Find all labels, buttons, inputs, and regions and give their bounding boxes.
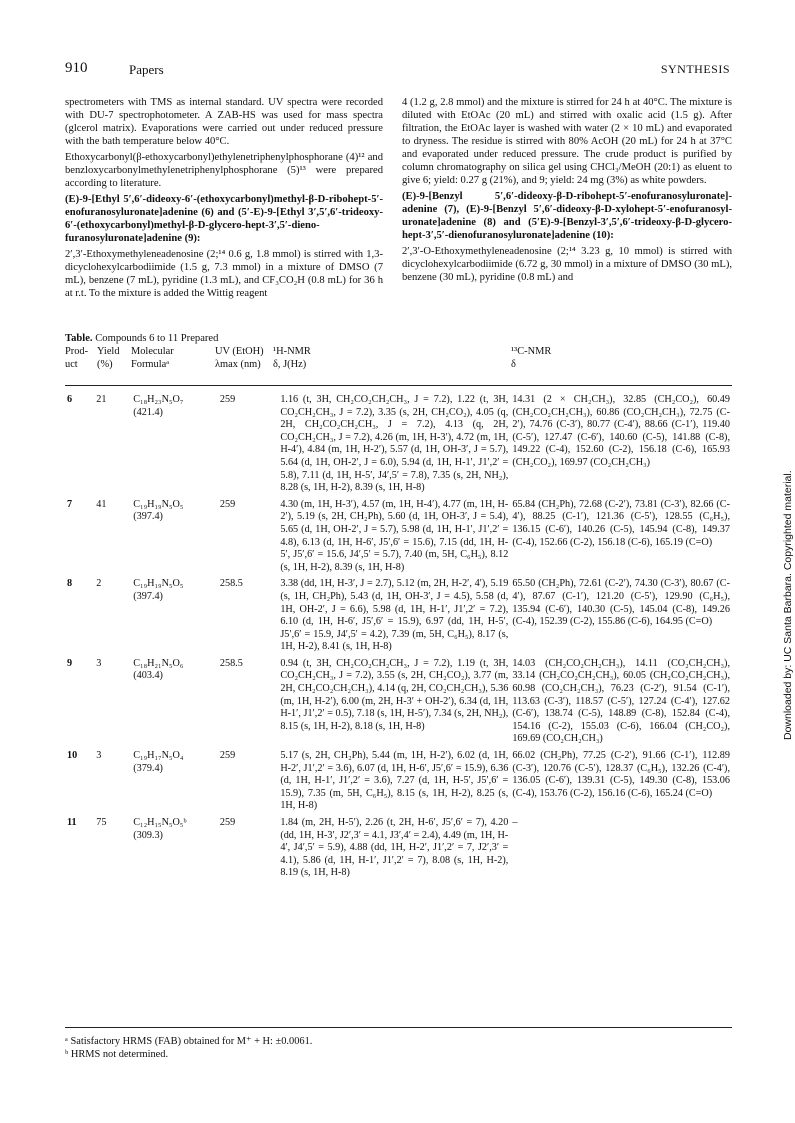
- cell-cnmr: 66.02 (CH₂Ph), 77.25 (C-2′), 91.66 (C-1′), 112.89 (C-3′), 120.76 (C-5′), 128.37 (C₆H₅), 132.26 (C-4′), 136.05 (C-6′), 139.31 (C-5), 149.30 (C-8), 153.06 (C-4), 153.76 (C-2), 156.16 (C-6), 165.24 (C=O): [512, 750, 730, 799]
- col-header-yield: Yield (%): [97, 346, 120, 370]
- cell-hnmr: 4.30 (m, 1H, H-3′), 4.57 (m, 1H, H-4′), 4.77 (m, 1H, H-2′), 5.19 (s, 2H, CH₂Ph), 5.60 (d, 1H, OH-3′, J = 5.4), 5.65 (d, 1H, OH-2′, J = 5.7), 5.98 (d, 1H, H-1′, J1′,2′ = 4.8), 6.13 (d, 1H, H-6′, J5′,6′ = 15.6), 7.15 (dd, 1H, H-5′, J5′,6′ = 15.6, J4′,5′ = 5.7), 7.40 (m, 5H, C₆H₅), 8.12 (s, 1H, H-2), 8.39 (s, 1H, H-8): [280, 498, 509, 573]
- table-caption-label: Table.: [65, 333, 93, 344]
- journal-name: SYNTHESIS: [660, 62, 730, 76]
- cell-cnmr: 14.03 (CH₂CO₂CH₂CH₃), 14.11 (CO₂CH₂CH₃), 33.14 (CH₂CO₂CH₂CH₃), 60.05 (CH₂CO₂CH₂CH₃), 60.98 (CO₂CH₂CH₃), 76.23 (C-2′), 91.54 (C-1′), 113.63 (C-3′), 118.57 (C-5′), 127.24 (C-4′), 127.62 (C-6′), 138.74 (C-5), 148.89 (C-8), 152.84 (C-4), 154.16 (C-2), 155.03 (C-6), 166.04 (CH₂CO₂), 169.69 (CO₂CH₂CH₃): [512, 657, 730, 745]
- page-header: [65, 62, 730, 82]
- cell-yield: 3: [96, 657, 102, 669]
- col-header-uv: UV (EtOH) λmax (nm): [215, 346, 264, 370]
- cell-formula: C₁₂H₁₅N₅O₅ᵇ (309.3): [133, 817, 187, 841]
- cell-product: 10: [67, 750, 78, 762]
- cell-cnmr: –: [512, 817, 518, 828]
- paragraph: spectrometers with TMS as internal standard. UV spectra were recorded with DU-7 spectrophotometer. A ZAB-HS was used for mass spectra (glcerol matrix). Evaporations were carried out under reduced pressure with the bath temperature below 40°C.: [65, 97, 383, 147]
- table-bottom-rule: [65, 1027, 732, 1028]
- table-row: [65, 390, 732, 495]
- cell-formula: C₁₈H₂₃N₅O₇ (421.4): [133, 394, 184, 418]
- compounds-table: [65, 390, 732, 880]
- cell-yield: 3: [96, 750, 102, 762]
- table-caption-text: Compounds 6 to 11 Prepared: [95, 333, 219, 344]
- cell-uv: 259: [219, 498, 236, 510]
- cell-yield: 75: [96, 817, 107, 828]
- cell-cnmr: 14.31 (2 × CH₂CH₃), 32.85 (CH₂CO₂), 60.49 (CH₂CO₂CH₂CH₃), 60.86 (CO₂CH₂CH₃), 72.75 (C-2′), 74.76 (C-3′), 80.77 (C-4′), 88.66 (C-1′), 119.40 (C-5′), 127.47 (C-6′), 140.60 (C-5), 141.88 (C-8), 149.22 (C-4), 152.60 (C-2), 156.18 (C-6), 165.93 (CH₂CO₂), 169.97 (CO₂CH₂CH₃): [512, 394, 730, 468]
- cell-cnmr: 65.50 (CH₂Ph), 72.61 (C-2′), 74.30 (C-3′), 80.67 (C-4′), 87.67 (C-1′), 121.20 (C-5′), 129.90 (C₆H₅), 135.94 (C-6′), 140.30 (C-5), 145.04 (C-8), 149.26 (C-4), 152.39 (C-2), 155.86 (C-6), 164.95 (C=O): [512, 578, 730, 628]
- paragraph: Ethoxycarbonyl(β-ethoxycarbonyl)ethylenetriphenylphosphorane (4)¹² and benzloxycarbonylmethylenetriphenylphosphorane (5)¹³ were prepared according to literature.: [65, 152, 383, 189]
- table-row: [65, 813, 732, 880]
- paragraph: 2′,3′-Ethoxymethyleneadenosine (2;¹⁴ 0.6 g, 1.8 mmol) is stirred with 1,3-dicyclohexylcarbodiimide (1.5 g, 7.3 mmol) in a mixture of DMSO (7 mL), benzene (7 mL), pyridine (1.3 mL), and CF₃CO₂H (0.8 mL) for 36 h at r.t. To the mixture is added the Wittig reagent: [65, 249, 383, 299]
- cell-hnmr: 1.84 (m, 2H, H-5′), 2.26 (t, 2H, H-6′, J5′,6′ = 7), 4.20 (dd, 1H, H-3′, J2′,3′ = 4.1, J3′,4′ = 2.4), 4.49 (m, 1H, H-4′, J4′,5′ = 5.9), 4.88 (dd, 1H, H-2′, J1′,2′ = 7, J2′,3′ = 4.1), 5.86 (d, 1H, H-1′, J1′,2′ = 7), 8.08 (s, 1H, H-2), 8.19 (s, 1H, H-8): [280, 817, 509, 879]
- cell-yield: 2: [96, 578, 102, 590]
- left-column: [65, 96, 383, 303]
- footnote-b: ᵇ HRMS not determined.: [65, 1049, 169, 1060]
- col-header-product: Prod- uct: [65, 346, 89, 370]
- footnote-a: ᵃ Satisfactory HRMS (FAB) obtained for M⁺ + H: ±0.0061.: [65, 1036, 313, 1047]
- cell-product: 11: [67, 817, 77, 828]
- cell-yield: 21: [96, 394, 107, 405]
- table-top-rule: [65, 385, 732, 386]
- col-header-hnmr: ¹H-NMR δ, J(Hz): [273, 346, 311, 370]
- cell-uv: 259: [219, 817, 236, 828]
- table-row: [65, 654, 732, 746]
- table-row: [65, 574, 732, 654]
- cell-product: 9: [67, 657, 73, 669]
- cell-product: 6: [67, 394, 73, 405]
- cell-uv: 258.5: [219, 578, 243, 590]
- footnotes: [65, 1035, 312, 1061]
- cell-uv: 258.5: [219, 657, 243, 669]
- table-row: [65, 495, 732, 575]
- cell-uv: 259: [219, 750, 236, 762]
- page-number: 910: [65, 60, 88, 76]
- col-header-formula: Molecular Formulaᵃ: [131, 346, 174, 370]
- compound-heading: (E)-9-[Ethyl 5′,6′-dideoxy-6′-(ethoxycarbonyl)methyl-β-D-ribohept-5′-enofuranosyluronate]adenine (6) and (5′-E)-9-[Ethyl 3′,5′,6′-trideoxy-6′-(ethoxycarbonyl)methyl-β-D-glycero-hept-3′,5′-dieno-furanosyluronate]adenine (9):: [65, 194, 383, 244]
- cell-formula: C₁₉H₁₉N₅O₅ (397.4): [133, 578, 184, 602]
- table-row: [65, 746, 732, 813]
- cell-cnmr: 65.84 (CH₂Ph), 72.68 (C-2′), 73.81 (C-3′), 82.66 (C-4′), 88.25 (C-1′), 121.36 (C-5′), 128.55 (C₆H₅), 136.15 (C-6′), 140.26 (C-5), 145.94 (C-8), 149.37 (C-4), 152.66 (C-2), 156.18 (C-6), 165.19 (C=O): [512, 498, 730, 548]
- cell-hnmr: 0.94 (t, 3H, CH₂CO₂CH₂CH₃, J = 7.2), 1.19 (t, 3H, CO₂CH₂CH₃, J = 7.2), 3.55 (s, 2H, CH₂CO₂), 3.77 (m, 2H, CH₂CO₂CH₂CH₃), 4.14 (q, 2H, CO₂CH₂CH₃), 5.36 (m, 1H, H-2′), 6.00 (m, 2H, H-3′ + OH-2′), 6.34 (d, 1H, H-1′, J1′,2′ = 0.5), 7.18 (s, 1H, H-5′), 7.34 (s, 2H, NH₂), 8.15 (s, 1H, H-2), 8.18 (s, 1H, H-8): [280, 657, 509, 732]
- col-header-cnmr: ¹³C-NMR δ: [511, 346, 552, 370]
- table-caption: [65, 333, 218, 344]
- cell-hnmr: 5.17 (s, 2H, CH₂Ph), 5.44 (m, 1H, H-2′), 6.02 (d, 1H, H-2′, J1′,2′ = 3.6), 6.07 (d, 1H, H-6′, J5′,6′ = 15.9), 6.36 (d, 1H, H-1′, J1′,2′ = 3.6), 7.27 (d, 1H, H-5′, J5′,6′ = 15.9), 7.35 (m, 5H, C₆H₅), 8.15 (s, 1H, H-2), 8.25 (s, 1H, H-8): [280, 750, 509, 812]
- cell-yield: 41: [96, 498, 107, 510]
- right-column: [402, 96, 732, 287]
- section-label: Papers: [129, 62, 164, 77]
- paragraph: 2′,3′-O-Ethoxymethyleneadenosine (2;¹⁴ 3.23 g, 10 mmol) is stirred with dicyclohexylcarbodiimide (6.72 g, 30 mmol) in a mixture of DMSO (30 mL), benzene (30 mL), pyridine (0.8 mL) and: [402, 246, 732, 283]
- cell-hnmr: 3.38 (dd, 1H, H-3′, J = 2.7), 5.12 (m, 2H, H-2′, 4′), 5.19 (s, 1H, CH₂Ph), 5.43 (d, 1H, OH-3′, J = 4.5), 5.58 (d, 1H, OH-2′, J = 6.6), 5.98 (d, 1H, H-1′, J1′,2′ = 7.2), 6.10 (d, 1H, H-6′, J5′,6′ = 15.9), 6.97 (dd, 1H, H-5′, J5′,6′ = 15.9, J4′,5′ = 4.2), 7.39 (m, 5H, C₆H₅), 8.17 (s, 1H, H-2), 8.41 (s, 1H, H-8): [280, 578, 509, 653]
- cell-product: 8: [67, 578, 73, 590]
- cell-formula: C₁₉H₁₇N₅O₄ (379.4): [133, 750, 184, 774]
- download-notice-text: Downloaded by: UC Santa Barbara. Copyrighted material.: [782, 470, 794, 740]
- cell-formula: C₁₈H₂₁N₅O₆ (403.4): [133, 657, 184, 682]
- download-notice: [768, 340, 794, 740]
- paragraph: 4 (1.2 g, 2.8 mmol) and the mixture is stirred for 24 h at 40°C. The mixture is diluted with EtOAc (20 mL) and stirred with oxalic acid (1.5 g). After filtration, the EtOAc layer is washed with water (2 × 10 mL) and evaporated to dryness. The residue is stirred with 80% AcOH (20 mL) for 24 h at 37°C and evaporated under reduced pressure. The crude product is purified by column chromatography on silica gel using CHCl₃/MeOH (20:1) as eluent to give 6; yield: 0.27 g (21%), and 9; yield: 24 mg (3%) as white powders.: [402, 97, 732, 186]
- cell-uv: 259: [219, 394, 236, 405]
- compound-heading: (E)-9-[Benzyl 5′,6′-dideoxy-β-D-ribohept-5′-enofuranosyluronate]-adenine (7), (E)-9-[Benzyl 5′,6′-dideoxy-β-D-xylohept-5′-enofuranosyl-uronate]adenine (8) and (5′E)-9-[Benzyl-3′,5′,6′-trideoxy-β-D-glycero-hept-3′,5′-dienofuranosyluronate]adenine (10):: [402, 191, 732, 241]
- cell-product: 7: [67, 498, 73, 510]
- cell-hnmr: 1.16 (t, 3H, CH₂CO₂CH₂CH₃, J = 7.2), 1.22 (t, 3H, CO₂CH₂CH₃, J = 7.2), 3.35 (s, 2H, CH₂CO₂), 4.05 (q, 2H, CH₂CO₂CH₂CH₃, J = 7.2), 4.13 (q, 2H, CO₂CH₂CH₃, J = 7.2), 4.26 (m, 1H, H-3′), 4.72 (m, 1H, H-4′), 4.84 (m, 1H, H-2′), 5.57 (d, 1H, OH-3′, J = 5.7), 5.64 (d, 1H, OH-2′, J = 6.0), 5.94 (d, 1H, H-1′, J1′,2′ = 5.8), 7.11 (d, 1H, H-5′, J4′,5′ = 7.8), 7.35 (s, 2H, NH₂), 8.28 (s, 1H, H-2), 8.39 (s, 1H, H-8): [280, 394, 509, 494]
- cell-formula: C₁₉H₁₉N₅O₅ (397.4): [133, 498, 184, 523]
